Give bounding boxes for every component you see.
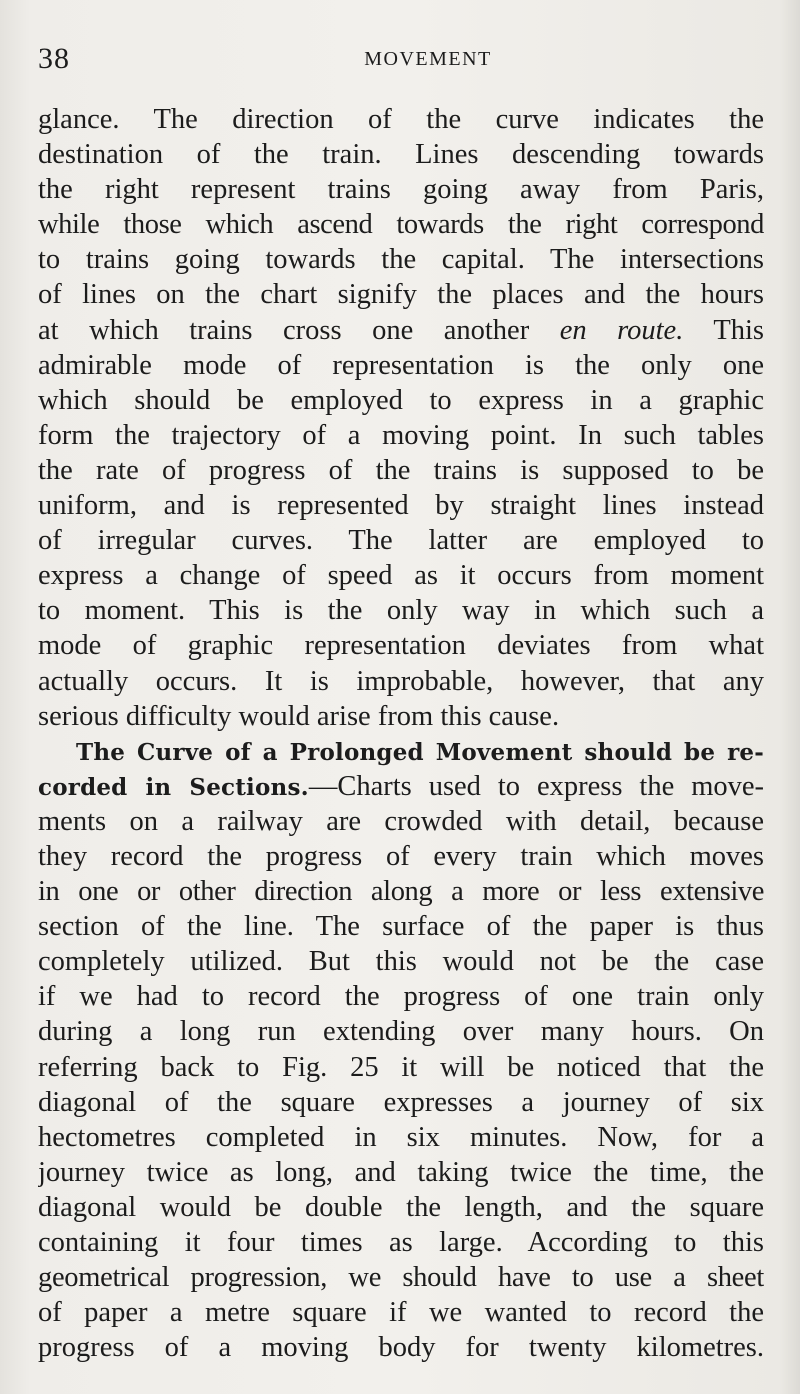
text-line: the rate of progress of the trains is supposed to be — [38, 454, 764, 486]
text-line: mode of graphic representation deviates from what — [38, 630, 764, 662]
page-header — [38, 40, 758, 80]
text-line: which should be employed to express in a graphic — [38, 384, 764, 416]
text-line: referring back to Fig. 25 it will be noticed that the — [38, 1051, 764, 1083]
text-span: —Charts used to express the move- — [308, 770, 764, 802]
text-line: journey twice as long, and taking twice the time, the — [38, 1156, 764, 1188]
text-line: destination of the train. Lines descending towards — [38, 139, 764, 171]
text-span: This — [713, 314, 764, 346]
text-line: to trains going towards the capital. The intersections — [38, 244, 764, 276]
text-line: containing it four times as large. According to this — [38, 1227, 764, 1258]
text-line: of paper a metre square if we wanted to record the — [38, 1297, 764, 1329]
text-line: during a long run extending over many hours. On — [38, 1016, 764, 1048]
text-line: of irregular curves. The latter are employed to — [38, 525, 764, 557]
paragraph-2 — [38, 734, 764, 1366]
text-line: the right represent trains going away from Paris, — [38, 174, 764, 206]
text-span: at which trains cross one another — [38, 314, 530, 346]
text-line: section of the line. The surface of the paper is thus — [38, 911, 764, 943]
text-line: uniform, and is represented by straight lines instead — [38, 490, 764, 522]
text-line: while those which ascend towards the right correspond — [38, 209, 764, 241]
text-line — [38, 769, 764, 804]
text-line: progress of a moving body for twenty kilometres. — [38, 1332, 764, 1364]
section-heading-end: corded in Sections. — [38, 773, 309, 801]
text-line: actually occurs. It is improbable, however, that any — [38, 665, 764, 697]
paragraph-1 — [38, 102, 764, 734]
text-line: glance. The direction of the curve indicates the — [38, 104, 764, 135]
text-line: geometrical progression, we should have to use a sheet — [38, 1262, 764, 1294]
text-line: diagonal would be double the length, and the square — [38, 1191, 764, 1223]
text-line: hectometres completed in six minutes. Now, for a — [38, 1121, 764, 1153]
text-line: in one or other direction along a more or less extensive — [38, 876, 764, 908]
text-line: diagonal of the square expresses a journey of six — [38, 1086, 764, 1118]
text-line: serious difficulty would arise from this cause. — [38, 700, 560, 732]
running-head: MOVEMENT — [364, 48, 492, 70]
text-line: form the trajectory of a moving point. In such tables — [38, 419, 764, 451]
section-heading: The Curve of a Prolonged Movement should be re- — [76, 738, 764, 766]
text-line: to moment. This is the only way in which such a — [38, 595, 764, 627]
section-heading-line — [38, 734, 764, 769]
text-line: they record the progress of every train which moves — [38, 840, 764, 872]
text-line: completely utilized. But this would not be the case — [38, 946, 764, 978]
page-number: 38 — [38, 42, 70, 75]
italic-phrase: en route. — [559, 314, 684, 346]
text-line: ments on a railway are crowded with detail, because — [38, 805, 764, 837]
text-line: of lines on the chart signify the places and the hours — [38, 279, 764, 311]
text-line: admirable mode of representation is the only one — [38, 349, 764, 381]
text-line: if we had to record the progress of one train only — [38, 981, 764, 1013]
text-line: express a change of speed as it occurs from moment — [38, 560, 764, 592]
body-text — [38, 102, 764, 1365]
text-line — [38, 313, 764, 348]
